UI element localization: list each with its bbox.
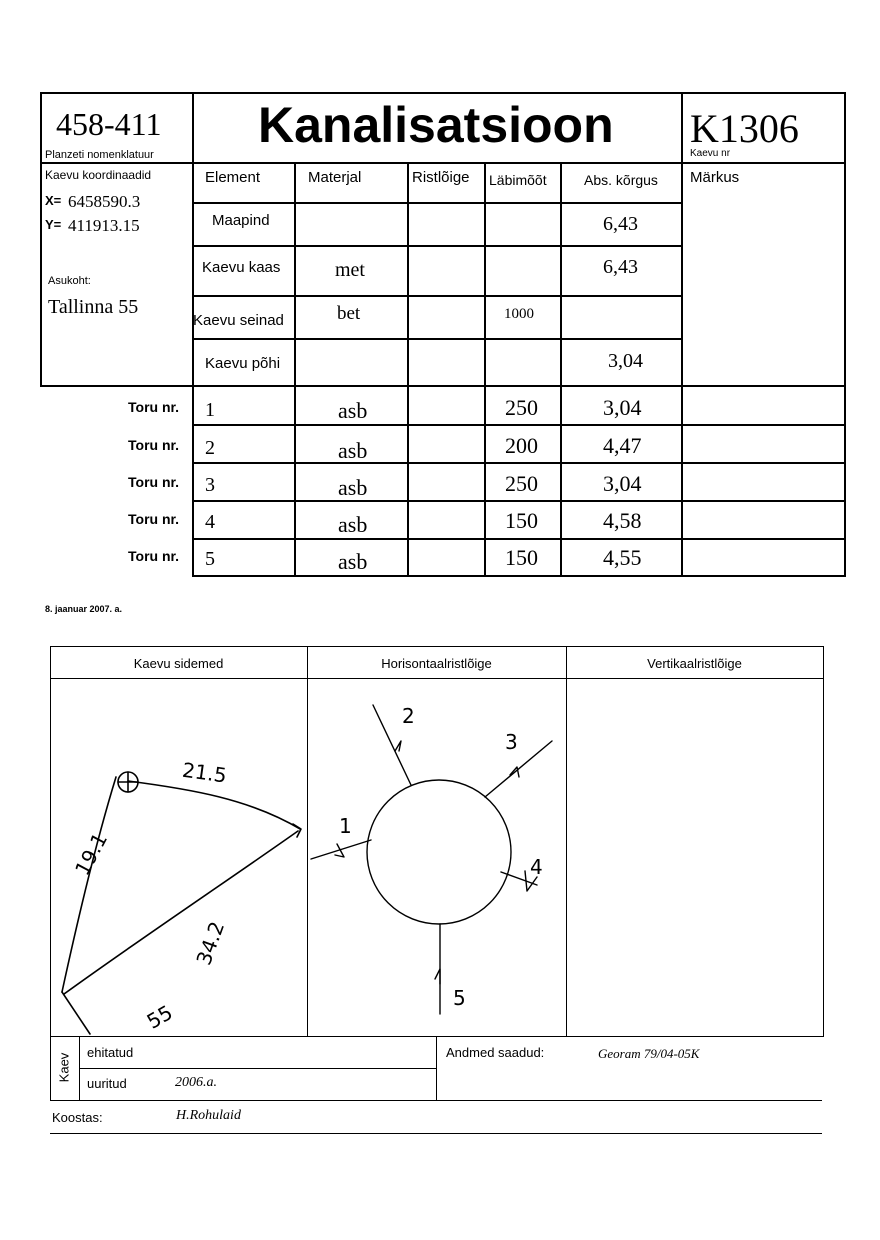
pipe-material: asb: [338, 475, 368, 500]
col-line-material: [294, 163, 296, 576]
pipe-label: Toru nr.: [128, 437, 180, 453]
col-title-horizontal: Horisontaalristlõige: [381, 656, 492, 671]
footer-line: [50, 1133, 822, 1134]
nomenclature-label: Planzeti nomenklatuur: [45, 149, 154, 161]
col-line-cross: [407, 163, 409, 576]
pipe-material: asb: [338, 438, 368, 463]
col-header-element: Element: [205, 169, 261, 186]
row-line: [192, 295, 682, 297]
distance-label: 19.1: [70, 828, 113, 880]
col-header-material: Materjal: [308, 169, 362, 186]
pipe-height: 4,47: [603, 433, 642, 458]
pipe-number-label: 5: [453, 986, 466, 1010]
col-title-vertical: Vertikaalristlõige: [647, 656, 742, 671]
pipe-diameter: 150: [505, 508, 538, 533]
header-divider: [40, 162, 846, 164]
row-line: [192, 424, 846, 426]
location-value: Tallinna 55: [48, 296, 139, 318]
row-line: [192, 202, 682, 204]
pipe-line: [485, 741, 552, 797]
pipe-number-label: 4: [530, 855, 543, 879]
source-value: Georam 79/04-05K: [598, 1046, 700, 1061]
row-diameter: 1000: [504, 306, 534, 322]
frame-bottom: [192, 575, 846, 577]
pipe-diameter: 200: [505, 433, 538, 458]
coord-y-value: 411913.15: [68, 216, 140, 235]
footer-line: [50, 1037, 51, 1101]
col-header-notes: Märkus: [690, 169, 740, 186]
horizontal-section-sketch: [307, 679, 566, 1036]
footer-line: [50, 1100, 822, 1101]
coord-x-label: X=: [45, 193, 62, 208]
pipe-diameter: 150: [505, 545, 538, 570]
measured-label: uuritud: [87, 1076, 127, 1091]
pipe-number-label: 1: [339, 814, 352, 838]
footer-line: [436, 1037, 437, 1101]
pipe-height: 4,55: [603, 545, 642, 570]
pipe-no: 3: [205, 474, 215, 496]
well-circle: [367, 780, 511, 924]
pipe-diameter: 250: [505, 471, 538, 496]
row-element: Kaevu põhi: [205, 355, 281, 372]
document-date: 8. jaanuar 2007. a.: [45, 604, 123, 614]
col-title-connections: Kaevu sidemed: [133, 656, 224, 671]
pipe-material: asb: [338, 398, 368, 423]
pipe-number-label: 3: [505, 730, 518, 754]
col-header-diameter: Läbimõõt: [489, 172, 547, 188]
kaev-label: Kaev: [56, 1052, 72, 1083]
measured-value: 2006.a.: [175, 1075, 217, 1090]
row-line: [192, 245, 682, 247]
footer-line: [79, 1068, 437, 1069]
frame-right: [844, 92, 846, 577]
sketch-line: [62, 992, 90, 1034]
page-title: Kanalisatsioon: [258, 97, 614, 153]
row-material: met: [335, 259, 365, 281]
pipe-label: Toru nr.: [128, 511, 180, 527]
col-divider-main: [192, 92, 194, 577]
distance-label: 21.5: [180, 757, 229, 788]
source-label: Andmed saadud:: [446, 1045, 545, 1060]
pipe-no: 2: [205, 437, 215, 459]
row-height: 3,04: [608, 350, 643, 372]
row-element: Kaevu seinad: [193, 312, 284, 329]
frame-left: [40, 92, 42, 387]
coord-x-value: 6458590.3: [68, 192, 141, 211]
footer-line: [79, 1037, 80, 1101]
well-ties-sketch: [50, 679, 307, 1036]
panel-divider-2: [566, 646, 567, 1037]
pipe-label: Toru nr.: [128, 399, 180, 415]
well-number: K1306: [690, 106, 799, 151]
row-element: Kaevu kaas: [202, 259, 281, 276]
row-line: [192, 500, 846, 502]
col-divider-notes: [681, 92, 683, 577]
pipe-number-label: 2: [402, 704, 415, 728]
panel-right: [823, 646, 824, 1037]
built-label: ehitatud: [87, 1045, 134, 1060]
well-number-label: Kaevu nr: [690, 148, 731, 159]
col-line-height: [560, 163, 562, 576]
panel-top: [50, 646, 824, 647]
pipe-height: 3,04: [603, 471, 642, 496]
row-line: [192, 538, 846, 540]
coords-label: Kaevu koordinaadid: [45, 168, 152, 182]
pipe-label: Toru nr.: [128, 474, 180, 490]
col-line-diameter: [484, 163, 486, 576]
pipe-label: Toru nr.: [128, 548, 180, 564]
col-header-height: Abs. kõrgus: [584, 172, 658, 188]
frame-top: [40, 92, 846, 94]
pipe-height: 4,58: [603, 508, 642, 533]
pipe-height: 3,04: [603, 395, 642, 420]
pipe-diameter: 250: [505, 395, 538, 420]
row-line: [192, 462, 846, 464]
coord-y-label: Y=: [45, 217, 62, 232]
row-height: 6,43: [603, 256, 638, 278]
pipe-no: 1: [205, 399, 215, 421]
pipe-no: 5: [205, 548, 215, 570]
row-element: Maapind: [212, 212, 270, 229]
sketch-line: [62, 777, 116, 992]
author-label: Koostas:: [52, 1110, 103, 1125]
info-bottom: [40, 385, 846, 387]
row-line: [192, 338, 682, 340]
sketch-line: [128, 781, 300, 829]
row-height: 6,43: [603, 213, 638, 235]
location-label: Asukoht:: [48, 275, 91, 287]
pipe-material: asb: [338, 512, 368, 537]
pipe-no: 4: [205, 511, 215, 533]
pipe-material: asb: [338, 549, 368, 574]
author-value: H.Rohulaid: [176, 1108, 241, 1123]
panel-bottom: [50, 1036, 824, 1037]
col-header-cross: Ristlõige: [412, 169, 470, 186]
nomenclature-value: 458-411: [56, 106, 162, 142]
distance-label: 55: [142, 1000, 177, 1034]
row-material: bet: [337, 303, 361, 324]
distance-label: 34.2: [191, 918, 230, 969]
